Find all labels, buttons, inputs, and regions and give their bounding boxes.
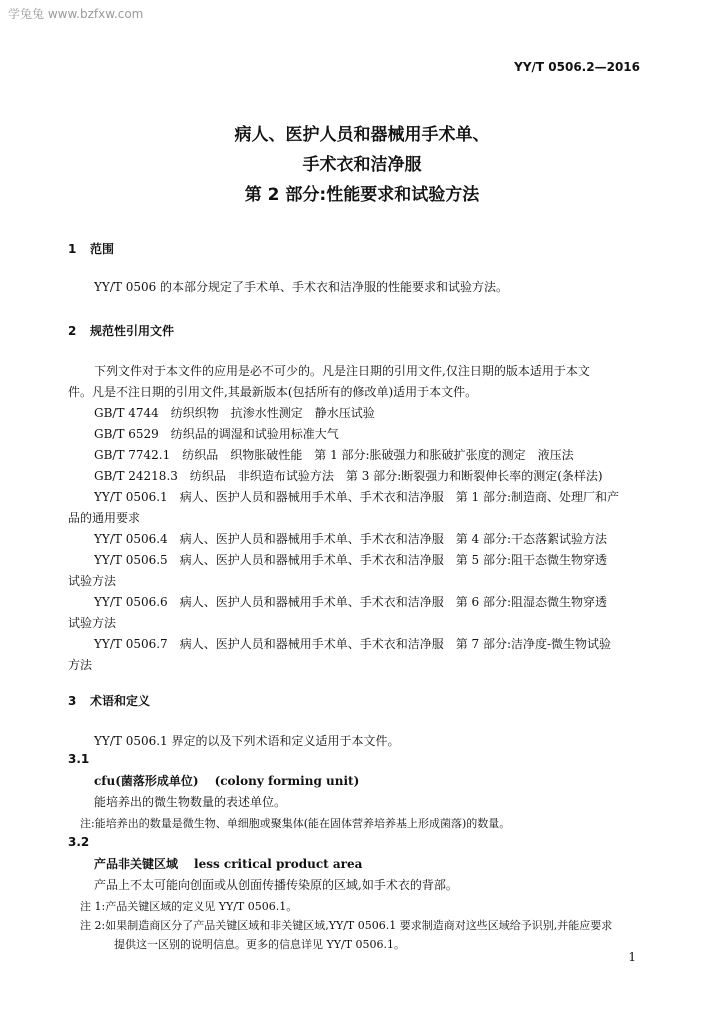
section-3-intro: YY/T 0506.1 界定的以及下列术语和定义适用于本文件。 — [94, 734, 400, 748]
section-title: 术语和定义 — [90, 694, 151, 708]
reference-yyt-0506-6: YY/T 0506.6 病人、医护人员和器械用手术单、手术衣和洁净服 第 6 部分:阻湿态微生物穿透 — [94, 595, 608, 609]
term-3-2-definition: 产品上不太可能向创面或从创面传播传染原的区域,如手术衣的背部。 — [94, 878, 458, 892]
reference-yyt-0506-5: YY/T 0506.5 病人、医护人员和器械用手术单、手术衣和洁净服 第 5 部分:阻干态微生物穿透 — [94, 553, 608, 567]
reference-yyt-0506-6-cont: 试验方法 — [68, 616, 117, 630]
term-3-2 — [94, 855, 362, 872]
section-1-text: YY/T 0506 的本部分规定了手术单、手术衣和洁净服的性能要求和试验方法。 — [94, 280, 509, 294]
section-2-intro-line-2: 件。凡是不注日期的引用文件,其最新版本(包括所有的修改单)适用于本文件。 — [68, 385, 478, 399]
reference-yyt-0506-7-cont: 方法 — [68, 658, 93, 672]
standard-code: YY/T 0506.2—2016 — [514, 60, 640, 74]
term-3-1-number: 3.1 — [68, 752, 90, 766]
reference-yyt-0506-5-cont: 试验方法 — [68, 574, 117, 588]
section-2-intro-line-1: 下列文件对于本文件的应用是必不可少的。凡是注日期的引用文件,仅注日期的版本适用于本文 — [94, 364, 590, 378]
section-1-heading — [68, 240, 114, 257]
section-number: 1 — [68, 242, 77, 256]
section-3-heading — [68, 692, 150, 709]
section-2-heading — [68, 322, 174, 339]
reference-gbt-24218-3: GB/T 24218.3 纺织品 非织造布试验方法 第 3 部分:断裂强力和断裂伸长率的测定(条样法) — [94, 469, 603, 483]
section-number: 2 — [68, 324, 77, 338]
page-number: 1 — [628, 950, 636, 964]
term-3-2-note-1: 注 1:产品关键区域的定义见 YY/T 0506.1。 — [80, 900, 298, 913]
term-3-1-note: 注:能培养出的数量是微生物、单细胞或聚集体(能在固体营养培养基上形成菌落)的数量。 — [80, 817, 511, 830]
reference-yyt-0506-1: YY/T 0506.1 病人、医护人员和器械用手术单、手术衣和洁净服 第 1 部分:制造商、处理厂和产 — [94, 490, 620, 504]
reference-yyt-0506-1-cont: 品的通用要求 — [68, 511, 141, 525]
reference-yyt-0506-4: YY/T 0506.4 病人、医护人员和器械用手术单、手术衣和洁净服 第 4 部分:干态落絮试验方法 — [94, 532, 608, 546]
reference-yyt-0506-7: YY/T 0506.7 病人、医护人员和器械用手术单、手术衣和洁净服 第 7 部分:洁净度-微生物试验 — [94, 637, 612, 651]
term-3-1 — [94, 772, 359, 789]
term-3-2-note-2-cont: 提供这一区别的说明信息。更多的信息详见 YY/T 0506.1。 — [114, 938, 406, 951]
document-title-line-1: 病人、医护人员和器械用手术单、 — [234, 125, 490, 145]
term-english: less critical product area — [194, 857, 363, 871]
reference-gbt-4744: GB/T 4744 纺织织物 抗渗水性测定 静水压试验 — [94, 406, 375, 420]
term-3-1-definition: 能培养出的微生物数量的表述单位。 — [94, 795, 287, 809]
section-number: 3 — [68, 694, 77, 708]
section-title: 规范性引用文件 — [90, 324, 175, 338]
reference-gbt-7742-1: GB/T 7742.1 纺织品 织物胀破性能 第 1 部分:胀破强力和胀破扩张度的测定 液压法 — [94, 448, 574, 462]
term-3-2-note-2: 注 2:如果制造商区分了产品关键区域和非关键区域,YY/T 0506.1 要求制造商对这些区域给予识别,并能应要求 — [80, 919, 613, 932]
term-3-2-number: 3.2 — [68, 835, 90, 849]
section-title: 范围 — [90, 242, 115, 256]
reference-gbt-6529: GB/T 6529 纺织品的调湿和试验用标准大气 — [94, 427, 339, 441]
document-title-line-2: 手术衣和洁净服 — [302, 155, 422, 175]
term-chinese: 产品非关键区域 — [94, 857, 179, 871]
term-chinese: cfu(菌落形成单位) — [94, 774, 199, 788]
watermark: 学兔兔 www.bzfxw.com — [8, 7, 144, 21]
document-title-line-3: 第 2 部分:性能要求和试验方法 — [244, 185, 480, 205]
term-english: (colony forming unit) — [214, 774, 360, 788]
